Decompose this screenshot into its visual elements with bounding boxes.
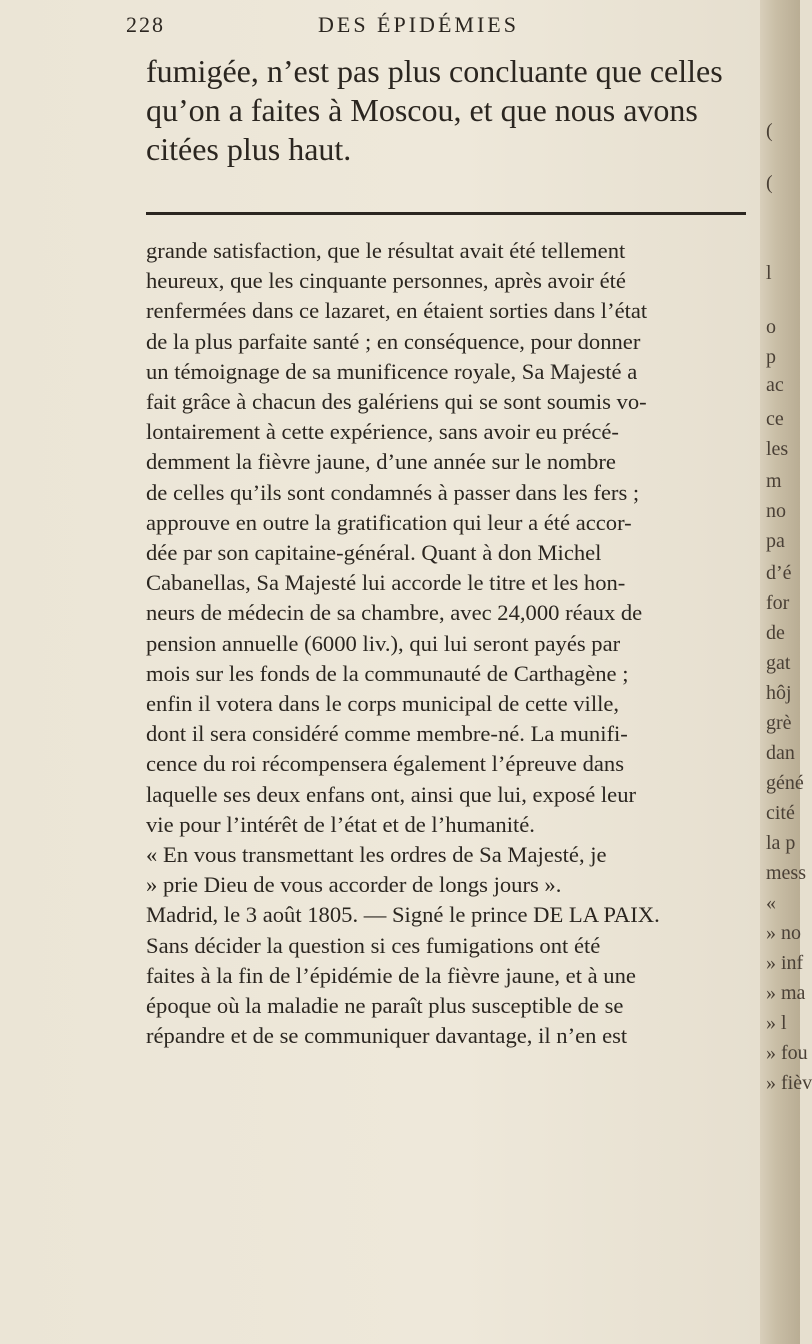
page-number: 228 <box>126 12 165 37</box>
facing-page-fragment: » fou <box>766 1042 808 1064</box>
facing-page-fragment: de <box>766 622 785 644</box>
facing-page-fragment: géné <box>766 772 804 794</box>
facing-page-fragment: » fièv <box>766 1072 812 1094</box>
text-line: lontairement à cette expérience, sans avoir eu précé- <box>146 419 619 445</box>
facing-page-fragment: no <box>766 500 786 522</box>
text-line: enfin il votera dans le corps municipal de cette ville, <box>146 691 620 717</box>
facing-page-fragment: hôj <box>766 682 792 704</box>
text-line: de celles qu’ils sont condamnés à passer dans les fers ; <box>146 479 640 505</box>
facing-page-fragment: grè <box>766 712 792 734</box>
facing-page-fragment: pa <box>766 530 785 552</box>
facing-page-edge <box>760 0 812 1344</box>
facing-page-fragment: l <box>766 262 772 284</box>
text-line: de la plus parfaite santé ; en conséquence, pour donner <box>146 328 641 354</box>
text-line: dée par son capitaine-général. Quant à don Michel <box>146 540 602 566</box>
text-line: fumigée, n’est pas plus concluante que celles <box>146 53 723 89</box>
facing-page-fragment: mess <box>766 862 806 884</box>
text-line: un témoignage de sa munificence royale, Sa Majesté a <box>146 358 638 384</box>
facing-page-fragment: m <box>766 470 782 492</box>
signature-line: Madrid, le 3 août 1805. — Signé le prince DE LA PAIX. <box>146 902 660 928</box>
text-line: demment la fièvre jaune, d’une année sur le nombre <box>146 449 616 475</box>
text-line: Sans décider la question si ces fumigations ont été <box>146 932 601 958</box>
text-line: époque où la maladie ne paraît plus susceptible de se <box>146 993 624 1019</box>
running-title: DES ÉPIDÉMIES <box>318 12 519 37</box>
facing-page-fragment: « <box>766 892 776 914</box>
text-line: répandre et de se communiquer davantage, il n’en est <box>146 1023 628 1049</box>
text-line: fait grâce à chacun des galériens qui se sont soumis vo- <box>146 389 647 415</box>
facing-page-fragment: ( <box>766 120 773 142</box>
text-line: heureux, que les cinquante personnes, après avoir été <box>146 268 626 294</box>
text-line: qu’on a faites à Moscou, et que nous avons <box>146 92 698 128</box>
text-line: laquelle ses deux enfans ont, ainsi que lui, exposé leur <box>146 781 637 807</box>
text-line: dont il sera considéré comme membre-né. La munifi- <box>146 721 628 747</box>
top-paragraph <box>146 52 766 169</box>
text-line: approuve en outre la gratification qui leur a été accor- <box>146 509 632 535</box>
facing-page-fragment: d’é <box>766 562 792 584</box>
text-line: vie pour l’intérêt de l’état et de l’humanité. <box>146 811 535 837</box>
facing-page-fragment: » inf <box>766 952 804 974</box>
facing-page-fragment: cité <box>766 802 795 824</box>
separator-rule <box>146 212 746 215</box>
text-line: mois sur les fonds de la communauté de Carthagène ; <box>146 660 629 686</box>
text-line: » prie Dieu de vous accorder de longs jours ». <box>146 872 562 898</box>
facing-page-fragment: p <box>766 346 776 368</box>
facing-page-fragment: ( <box>766 172 773 194</box>
text-line: « En vous transmettant les ordres de Sa Majesté, je <box>146 842 607 868</box>
facing-page-fragment: ac <box>766 374 784 396</box>
facing-page-fragment: gat <box>766 652 791 674</box>
text-line: citées plus haut. <box>146 131 352 167</box>
running-header <box>126 12 746 40</box>
facing-page-fragment: o <box>766 316 776 338</box>
text-line: Cabanellas, Sa Majesté lui accorde le titre et les hon- <box>146 570 626 596</box>
text-line: renfermées dans ce lazaret, en étaient sorties dans l’état <box>146 298 648 324</box>
text-line: faites à la fin de l’épidémie de la fièvre jaune, et à une <box>146 962 636 988</box>
facing-page-fragment: » ma <box>766 982 806 1004</box>
facing-page-fragment: for <box>766 592 790 614</box>
facing-page-fragment: » l <box>766 1012 787 1034</box>
body-paragraph <box>146 236 768 1051</box>
text-line: neurs de médecin de sa chambre, avec 24,000 réaux de <box>146 600 643 626</box>
text-line: grande satisfaction, que le résultat avait été tellement <box>146 238 626 263</box>
facing-page-fragment: ce <box>766 408 784 430</box>
facing-page-fragment: » no <box>766 922 801 944</box>
text-line: pension annuelle (6000 liv.), qui lui seront payés par <box>146 630 621 656</box>
facing-page-fragment: les <box>766 438 789 460</box>
text-line: cence du roi récompensera également l’épreuve dans <box>146 751 624 777</box>
facing-page-fragment: dan <box>766 742 795 764</box>
facing-page-fragment: la p <box>766 832 796 854</box>
